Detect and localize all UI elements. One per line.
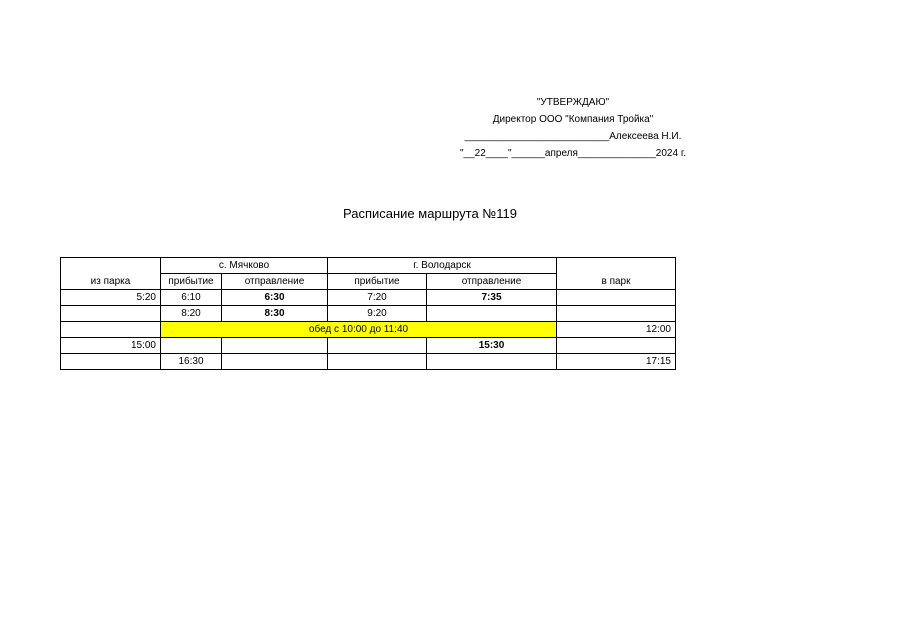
cell-stop1-arrival: 8:20 [161,306,222,322]
table-row [61,338,676,354]
cell-to-park [557,290,676,306]
cell-stop1-arrival [161,338,222,354]
approval-director: Директор ООО "Компания Тройка" [492,114,654,125]
cell-stop1-arrival: 16:30 [161,354,222,370]
header-stop1-arrival: прибытие [161,274,222,290]
cell-stop1-departure: 6:30 [222,290,328,306]
header-stop2-arrival: прибытие [328,274,427,290]
lunch-break-cell: обед с 10:00 до 11:40 [161,322,557,338]
approval-date-line: "__22____"______апреля______________2024 г. [459,148,687,159]
cell-stop1-departure: 8:30 [222,306,328,322]
cell-stop1-departure [222,338,328,354]
cell-from-park [61,354,161,370]
cell-stop2-departure: 7:35 [427,290,557,306]
approval-heading: "УТВЕРЖДАЮ" [536,97,610,108]
table-row [61,306,676,322]
cell-stop1-arrival: 6:10 [161,290,222,306]
cell-stop2-departure: 15:30 [427,338,557,354]
header-stop1-departure: отправление [222,274,328,290]
cell-from-park [61,322,161,338]
cell-from-park: 5:20 [61,290,161,306]
approval-signature-line: __________________________Алексеева Н.И. [464,131,682,142]
page-title: Расписание маршрута №119 [342,206,517,221]
cell-stop2-arrival [328,338,427,354]
table-row [61,354,676,370]
cell-stop2-departure [427,354,557,370]
approval-block [440,94,706,162]
header-stop-1: с. Мячково [161,258,328,274]
header-from-park: из парка [61,258,161,290]
header-stop2-departure: отправление [427,274,557,290]
header-to-park: в парк [557,258,676,290]
cell-from-park: 15:00 [61,338,161,354]
cell-to-park: 17:15 [557,354,676,370]
cell-from-park [61,306,161,322]
cell-stop2-arrival [328,354,427,370]
cell-to-park [557,306,676,322]
table-row [61,322,676,338]
cell-stop2-arrival: 7:20 [328,290,427,306]
schedule-table [60,257,676,370]
cell-to-park: 12:00 [557,322,676,338]
header-stop-2: г. Володарск [328,258,557,274]
cell-stop1-departure [222,354,328,370]
cell-stop2-departure [427,306,557,322]
cell-stop2-arrival: 9:20 [328,306,427,322]
table-row [61,290,676,306]
cell-to-park [557,338,676,354]
header-row-1 [61,258,676,274]
